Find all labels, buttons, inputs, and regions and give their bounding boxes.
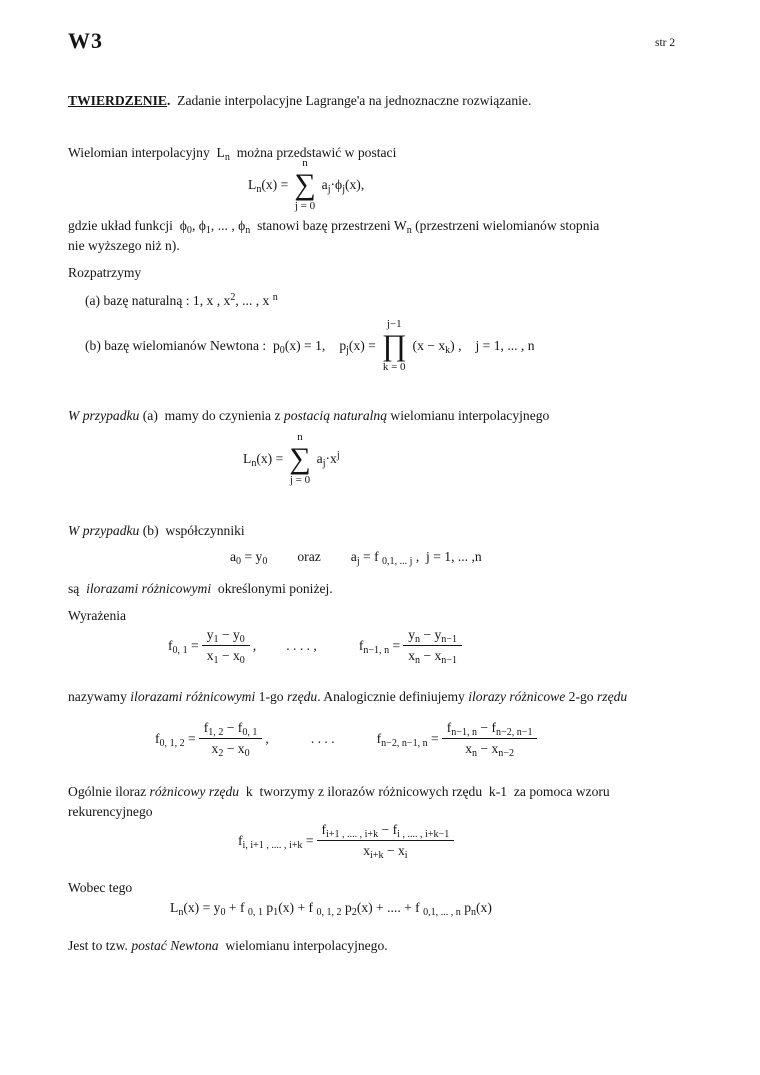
subscript: 2	[218, 748, 224, 760]
subscript: 0	[239, 634, 245, 646]
formula-coefficients	[230, 549, 482, 568]
math-token: − y	[218, 627, 240, 642]
subscript: n	[251, 458, 257, 470]
math-token: = y	[241, 549, 263, 564]
fraction-denominator	[207, 739, 255, 760]
math-token: (x) = y	[183, 900, 221, 915]
subscript: 1, 2	[208, 727, 224, 739]
theorem-text: Zadanie interpolacyjne Lagrange'a na jednoznaczne rozwiązanie.	[170, 93, 532, 108]
subscript: 0, 1	[242, 727, 258, 739]
subscript: 0	[236, 556, 242, 568]
math-token: − x	[218, 648, 240, 663]
math-token: oraz	[297, 549, 321, 564]
subscript: n	[472, 748, 478, 760]
math-token: =	[187, 637, 199, 653]
math-token: L	[243, 451, 252, 467]
math-rhs	[321, 177, 365, 196]
subscript: n−2	[498, 748, 515, 760]
math-token: + f	[225, 900, 248, 915]
subscript: n−1	[441, 655, 457, 667]
subscript: 0	[279, 345, 285, 357]
math-token: f	[155, 730, 160, 746]
italic-text: ilorazami różnicowymi	[86, 581, 212, 596]
subscript: i	[404, 850, 408, 862]
theorem-dot: .	[166, 93, 171, 108]
math-token: =	[427, 730, 439, 746]
sum-lower-limit: j = 0	[294, 200, 316, 213]
math-token: ·ϕ	[330, 177, 343, 193]
math-token: f	[168, 637, 173, 653]
subscript: 0	[244, 748, 250, 760]
paragraph-wobec-tego: Wobec tego	[68, 880, 133, 895]
pi-symbol: ∏	[381, 329, 407, 363]
paragraph-wyrazenia: Wyrażenia	[68, 608, 127, 623]
subscript: j	[327, 184, 331, 196]
fraction-numerator	[317, 822, 455, 841]
text: gdzie układ funkcji ϕ	[68, 218, 187, 233]
text: nazywamy	[68, 689, 131, 704]
paragraph-case-a	[68, 406, 549, 426]
subscript: n	[245, 225, 251, 237]
text-line	[68, 782, 610, 802]
math-token: (x),	[344, 177, 365, 193]
sigma-symbol: ∑	[289, 442, 311, 476]
formula-recursive-difference	[238, 822, 457, 862]
sigma-symbol: ∑	[294, 168, 316, 202]
math-lhs	[155, 731, 196, 747]
math-lhs	[377, 731, 439, 747]
subscript: 1	[273, 907, 279, 919]
math-token: =	[184, 730, 196, 746]
ellipsis: . . . .	[310, 730, 335, 746]
subscript: n−2, n−1, n	[381, 737, 428, 749]
subscript: n	[406, 225, 412, 237]
text-line	[68, 216, 599, 236]
superscript: j	[336, 450, 340, 462]
text: , ... , x	[235, 293, 273, 308]
math-token: ·x	[325, 451, 337, 467]
list-item-natural-basis	[85, 291, 278, 311]
subscript: j	[356, 556, 360, 568]
math-token: x	[363, 843, 370, 858]
subscript: i , .... , i+k−1	[397, 829, 450, 841]
italic-text: W przypadku	[68, 408, 140, 423]
math-token	[412, 338, 462, 357]
subscript: n	[414, 634, 421, 646]
page-title: W3	[68, 28, 103, 53]
math-token: f	[446, 720, 452, 735]
formula-newton-form	[170, 900, 492, 919]
subscript: j	[346, 345, 349, 357]
fraction	[199, 720, 263, 760]
product-operator	[382, 318, 407, 374]
superscript: 2	[230, 291, 236, 303]
subscript: 0, 1, 2	[316, 907, 342, 919]
paragraph-basis-description	[68, 216, 599, 257]
fraction-numerator	[199, 720, 263, 739]
paragraph-rozpatrzymy: Rozpatrzymy	[68, 265, 142, 280]
subscript: k	[445, 345, 451, 357]
text: Ogólnie iloraz	[68, 784, 150, 799]
fraction	[442, 720, 538, 760]
math-token: , j = 1, ... ,n	[412, 549, 482, 564]
math-token: y	[408, 627, 415, 642]
math-token: f	[321, 822, 327, 837]
text: (przestrzeni wielomianów stopnia	[411, 218, 600, 233]
subscript: 0	[220, 907, 226, 919]
math-token	[230, 549, 268, 568]
subscript: 0, 1	[172, 644, 188, 656]
math-token: − x	[477, 741, 499, 756]
italic-text: ilorazami różnicowymi	[130, 689, 256, 704]
text: Wielomian interpolacyjny L	[68, 145, 225, 160]
subscript: n	[178, 907, 184, 919]
subscript: 0, 1, 2	[159, 737, 185, 749]
math-token: p	[262, 900, 274, 915]
subscript: i, i+1 , .... , i+k	[242, 839, 303, 851]
math-token: =	[302, 832, 314, 848]
math-token	[350, 549, 482, 568]
math-token: − x	[420, 648, 442, 663]
fraction-numerator	[403, 627, 462, 646]
text: Jest to tzw.	[68, 938, 132, 953]
math-lhs	[359, 638, 400, 654]
italic-text: ilorazy różnicowe	[468, 689, 566, 704]
fraction	[403, 627, 462, 667]
subscript: n−1, n	[451, 727, 478, 739]
paragraph-conclusion	[68, 936, 388, 956]
math-token	[170, 900, 492, 919]
math-lhs	[168, 638, 199, 654]
math-token: p	[341, 900, 352, 915]
text: (x) = 1,	[284, 338, 326, 354]
math-token: L	[248, 177, 257, 193]
sum-upper-limit: n	[297, 431, 303, 443]
subscript: i+k	[370, 850, 384, 862]
math-token: a	[230, 549, 237, 564]
text: ) ,	[450, 338, 462, 354]
text: , ϕ	[191, 218, 206, 233]
fraction-denominator	[358, 841, 412, 862]
math-token: a	[321, 177, 328, 193]
subscript: n	[256, 184, 262, 196]
subscript: 2	[351, 907, 357, 919]
paragraph-divided-differences	[68, 579, 333, 599]
text: wielomianu interpolacyjnego.	[218, 938, 388, 953]
subscript: 1	[205, 225, 211, 237]
formula-second-order-differences	[155, 720, 540, 760]
math-token: j = 1, ... , n	[475, 338, 535, 354]
subscript: n	[414, 655, 421, 667]
math-token: = f	[359, 549, 383, 564]
ellipsis: . . . . ,	[286, 637, 317, 653]
subscript: 0	[186, 225, 192, 237]
text: (x − x	[412, 338, 446, 354]
math-rhs	[316, 450, 340, 470]
fraction-denominator	[202, 646, 250, 667]
fraction-numerator	[202, 627, 250, 646]
math-token: f	[203, 720, 209, 735]
math-lhs	[243, 451, 284, 470]
product-upper-limit: j−1	[386, 318, 402, 330]
sum-operator	[294, 157, 315, 213]
math-token: (x) =	[256, 451, 284, 467]
math-token: − f	[223, 720, 243, 735]
text-line: nie wyższego niż n).	[68, 238, 180, 254]
text: (b) współczynniki	[139, 523, 245, 538]
subscript: j	[342, 184, 345, 196]
text: 1-go	[255, 689, 287, 704]
subscript: 0	[239, 655, 245, 667]
math-token: (x) =	[261, 177, 289, 193]
subscript: 0,1, ... j	[382, 556, 413, 568]
math-lhs	[238, 833, 314, 849]
sum-lower-limit: j = 0	[289, 474, 311, 487]
formula-first-order-differences	[168, 627, 465, 667]
math-token: y	[206, 627, 214, 642]
math-token: x	[465, 741, 472, 756]
text-line: rekurencyjnego	[68, 804, 153, 820]
text: (b) bazę wielomianów Newtona : p	[85, 338, 280, 354]
formula-lagrange-basis-sum	[248, 157, 364, 213]
math-token	[85, 338, 326, 357]
math-token: p	[460, 900, 471, 915]
list-item-newton-basis	[85, 318, 535, 374]
subscript: 0	[262, 556, 268, 568]
math-lhs	[248, 177, 289, 196]
italic-text: W przypadku	[68, 523, 140, 538]
math-token: f	[238, 832, 243, 848]
fraction	[317, 822, 455, 862]
math-token: − f	[378, 822, 398, 837]
subscript: n	[471, 907, 477, 919]
page-number: str 2	[655, 37, 676, 49]
subscript: n−2, n−1	[496, 727, 533, 739]
superscript: n	[272, 291, 278, 303]
text: p	[339, 338, 347, 354]
math-token: ,	[252, 637, 257, 653]
math-token: (x)	[476, 900, 492, 915]
text: określonymi poniżej.	[211, 581, 333, 596]
fraction-numerator	[442, 720, 538, 739]
fraction	[202, 627, 250, 667]
subscript: 1	[213, 634, 219, 646]
text: (a) bazę naturalną : 1, x , x	[85, 293, 231, 308]
math-token: − y	[420, 627, 442, 642]
text: są	[68, 581, 87, 596]
formula-natural-form-sum	[243, 431, 340, 487]
text: można przedstawić w postaci	[229, 145, 397, 160]
paragraph-case-b	[68, 521, 245, 541]
math-token: L	[170, 900, 179, 915]
math-token: − x	[223, 741, 245, 756]
italic-text: postać Newtona	[131, 938, 219, 953]
math-token: − f	[477, 720, 497, 735]
subscript: 1	[213, 655, 219, 667]
math-token: =	[389, 637, 401, 653]
text: (a) mamy do czynienia z	[139, 408, 284, 423]
math-token: f	[376, 730, 382, 746]
italic-text: różnicowy rzędu	[149, 784, 240, 799]
sum-upper-limit: n	[302, 157, 308, 169]
math-token: ,	[265, 730, 269, 746]
subscript: 0,1, ... , n	[423, 907, 461, 919]
theorem-line	[68, 91, 531, 111]
text: . Analogicznie definiujemy	[317, 689, 469, 704]
subscript: j	[322, 458, 326, 470]
sum-operator	[289, 431, 310, 487]
fraction-denominator	[460, 739, 519, 760]
italic-text: rzędu	[287, 689, 318, 704]
subscript: n	[224, 152, 230, 164]
product-lower-limit: k = 0	[382, 361, 406, 374]
math-token	[339, 338, 376, 357]
math-token: a	[316, 451, 323, 467]
math-token: x	[408, 648, 415, 663]
text: stanowi bazę przestrzeni W	[250, 218, 407, 233]
text: wielomianu interpolacyjnego	[387, 408, 550, 423]
paragraph-order-definitions	[68, 687, 627, 707]
italic-text: postacią naturalną	[283, 408, 388, 423]
text: k tworzymy z ilorazów różnicowych rzędu k-1 za pomoca wzoru	[239, 784, 610, 799]
math-token: a	[350, 549, 357, 564]
subscript: n−1, n	[363, 644, 390, 656]
italic-text: rzędu	[596, 689, 628, 704]
subscript: n−1	[441, 634, 457, 646]
fraction-denominator	[403, 646, 462, 667]
math-token: − x	[383, 843, 405, 858]
math-token: x	[211, 741, 219, 756]
subscript: 0, 1	[247, 907, 263, 919]
math-token: f	[358, 637, 364, 653]
subscript: i+1 , .... , i+k	[326, 829, 379, 841]
math-token: (x) + .... + f	[356, 900, 424, 915]
text: 2-go	[565, 689, 597, 704]
math-token: x	[206, 648, 214, 663]
text: (x) =	[348, 338, 376, 354]
theorem-label: TWIERDZENIE	[68, 93, 167, 108]
math-token: (x) + f	[278, 900, 317, 915]
text: , ... , ϕ	[210, 218, 246, 233]
paragraph-recursive-rule	[68, 782, 610, 823]
